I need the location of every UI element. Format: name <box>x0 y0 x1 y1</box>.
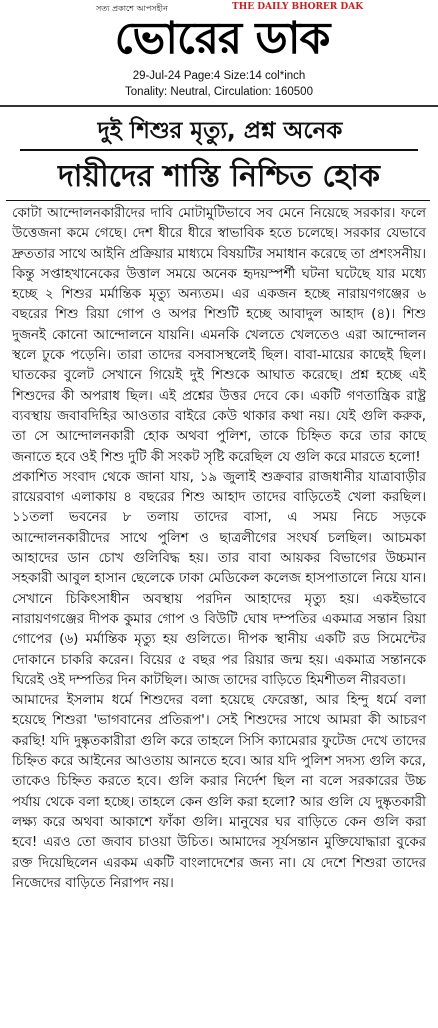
masthead-english-name: THE DAILY BHORER DAK <box>232 2 364 12</box>
article-paragraph-2: প্রকাশিত সংবাদ থেকে জানা যায়, ১৯ জুলাই শুক্রবার রাজধানীর যাত্রাবাড়ীর রায়েরবাগ এলাকায় ৪ বছরের শিশু আহাদ তাদের বাড়িতেই খেলা করছিল। ১১তলা ভবনের ৮ তলায় তাদের বাসা, এ সময় নিচে সড়কে আন্দোলনকারীদের সাথে পুলিশ ও ছাত্রলীগের সংঘর্ষ চলছিল। আচমকা আহাদের ডান চোখ গুলিবিদ্ধ হয়। তার বাবা আয়কর বিভাগের উচ্চমান সহকারী আবুল হাসান ছেলেকে ঢাকা মেডিকেল কলেজ হাসপাতালে নিয়ে যান। সেখানে চিকিৎসাধীন অবস্থায় পরদিন আহাদের মৃত্যু হয়। একইভাবে নারায়ণগঞ্জের দীপক কুমার গোপ ও বিউটি ঘোষ দম্পতির একমাত্র সন্তান রিয়া গোপের (৬) মর্মান্তিক মৃত্যু হয় গুলিতে। দীপক স্থানীয় একটি রড সিমেন্টের দোকানে চাকরি করেন। বিয়ের ৫ বছর পর রিয়ার জন্ম হয়। একমাত্র সন্তানকে ঘিরেই ওই দম্পতির দিন কাটছিল। আজ তাদের বাড়িতে হিমশীতল নীরবতা। <box>12 469 426 688</box>
headline-underline <box>6 200 430 201</box>
article-paragraph-1: কোটা আন্দোলনকারীদের দাবি মোটামুটিভাবে সব মেনে নিয়েছে সরকার। ফলে উত্তেজনা কমে গেছে। দেশ ধীরে ধীরে স্বাভাবিক হতে চলেছে। সরকার যেভাবে দ্রুততার সাথে আইনি প্রক্রিয়ার মাধ্যমে বিষয়টির সমাধান করেছে তা প্রশংসনীয়। কিন্তু সপ্তাহখানেকের উত্তাল সময়ে অনেক হৃদয়স্পর্শী ঘটনা ঘটেছে যার মধ্যে হচ্ছে ২ শিশুর মর্মান্তিক মৃত্যু অন্যতম। এর একজন হচ্ছে নারায়ণগঞ্জের ৬ বছরের শিশু রিয়া গোপ ও অপর শিশুটি হচ্ছে আবাদুল আহাদ (৪)। শিশু দুজনই কোনো আন্দোলনে যায়নি। এমনকি খেলতে খেলতেও এরা আন্দোলন স্থলে ঢুকে পড়েনি। তারা তাদের বসবাসস্থলেই ছিল। বাবা-মায়ের কাছেই ছিল। ঘাতকের বুলেট সেখানে গিয়েই দুই শিশুকে আঘাত করেছে। প্রশ্ন হচ্ছে এই শিশুদের কী অপরাধ ছিল। এই প্রশ্নের উত্তর দেবে কে। একটি গণতান্ত্রিক রাষ্ট্র ব্যবস্থায় জবাবদিহির আওতার বাইরে কেউ থাকার কথা নয়। যেই গুলি করুক, তা সে আন্দোলনকারী হোক অথবা পুলিশ, তাকে চিহ্নিত করে তার কাছে জনাতে হবে ওই শিশু দুটি কী সংকট সৃষ্টি করেছিল যে গুলি করে মারতে হলো! <box>12 206 426 465</box>
masthead <box>0 0 438 118</box>
clipping-stats: Tonality: Neutral, Circulation: 160500 <box>125 86 313 98</box>
clipping-info: 29-Jul-24 Page:4 Size:14 col*inch <box>132 70 306 82</box>
kicker-underline <box>20 149 418 151</box>
article-paragraph-3: আমাদের ইসলাম ধর্মে শিশুদের বলা হয়েছে ফেরেস্তা, আর হিন্দু ধর্মে বলা হয়েছে শিশুরা 'ভাগবানের প্রতিরূপ'। সেই শিশুদের সাথে আমরা কী আচরণ করছি! যদি দুষ্কৃতকারীরা গুলি করে তাহলে সিসি ক্যামেরার ফুটেজ দেখে তাদের চিহ্নিত করে আইনের আওতায় আনতে হবে। আর যদি পুলিশ সদস্য গুলি করে, তাকেও চিহ্নিত করতে হবে। গুলি করার নির্দেশ ছিল না বলে সরকারের উচ্চ পর্যায় থেকে বলা হচ্ছে। তাহলে কেন গুলি করা হলো? আর গুলি যে দুষ্কৃতকারী লক্ষ্য করে অথবা আকাশে ফাঁকা গুলি। মানুষের ঘর বাড়িতে কেন গুলি করা হবে! এরও তো জবাব চাওয়া উচিত। আমাদের সূর্যসন্তান মুক্তিযোদ্ধারা বুকের রক্ত দিয়েছিলেন এরকম একটি বাংলাদেশের জন্য না। যে দেশে শিশুরা তাদের নিজেদের বাড়িতে নিরাপদ নয়। <box>12 693 426 891</box>
newspaper-logo: ভোরের ডাক <box>114 13 330 64</box>
article-headline: দায়ীদের শাস্তি নিশ্চিত হোক <box>58 159 380 194</box>
article-body <box>12 204 426 894</box>
masthead-divider <box>0 105 438 107</box>
masthead-tagline: সত্য প্রকাশে আপসহীন <box>96 4 168 13</box>
article-kicker: দুই শিশুর মৃত্যু, প্রশ্ন অনেক <box>97 118 343 144</box>
